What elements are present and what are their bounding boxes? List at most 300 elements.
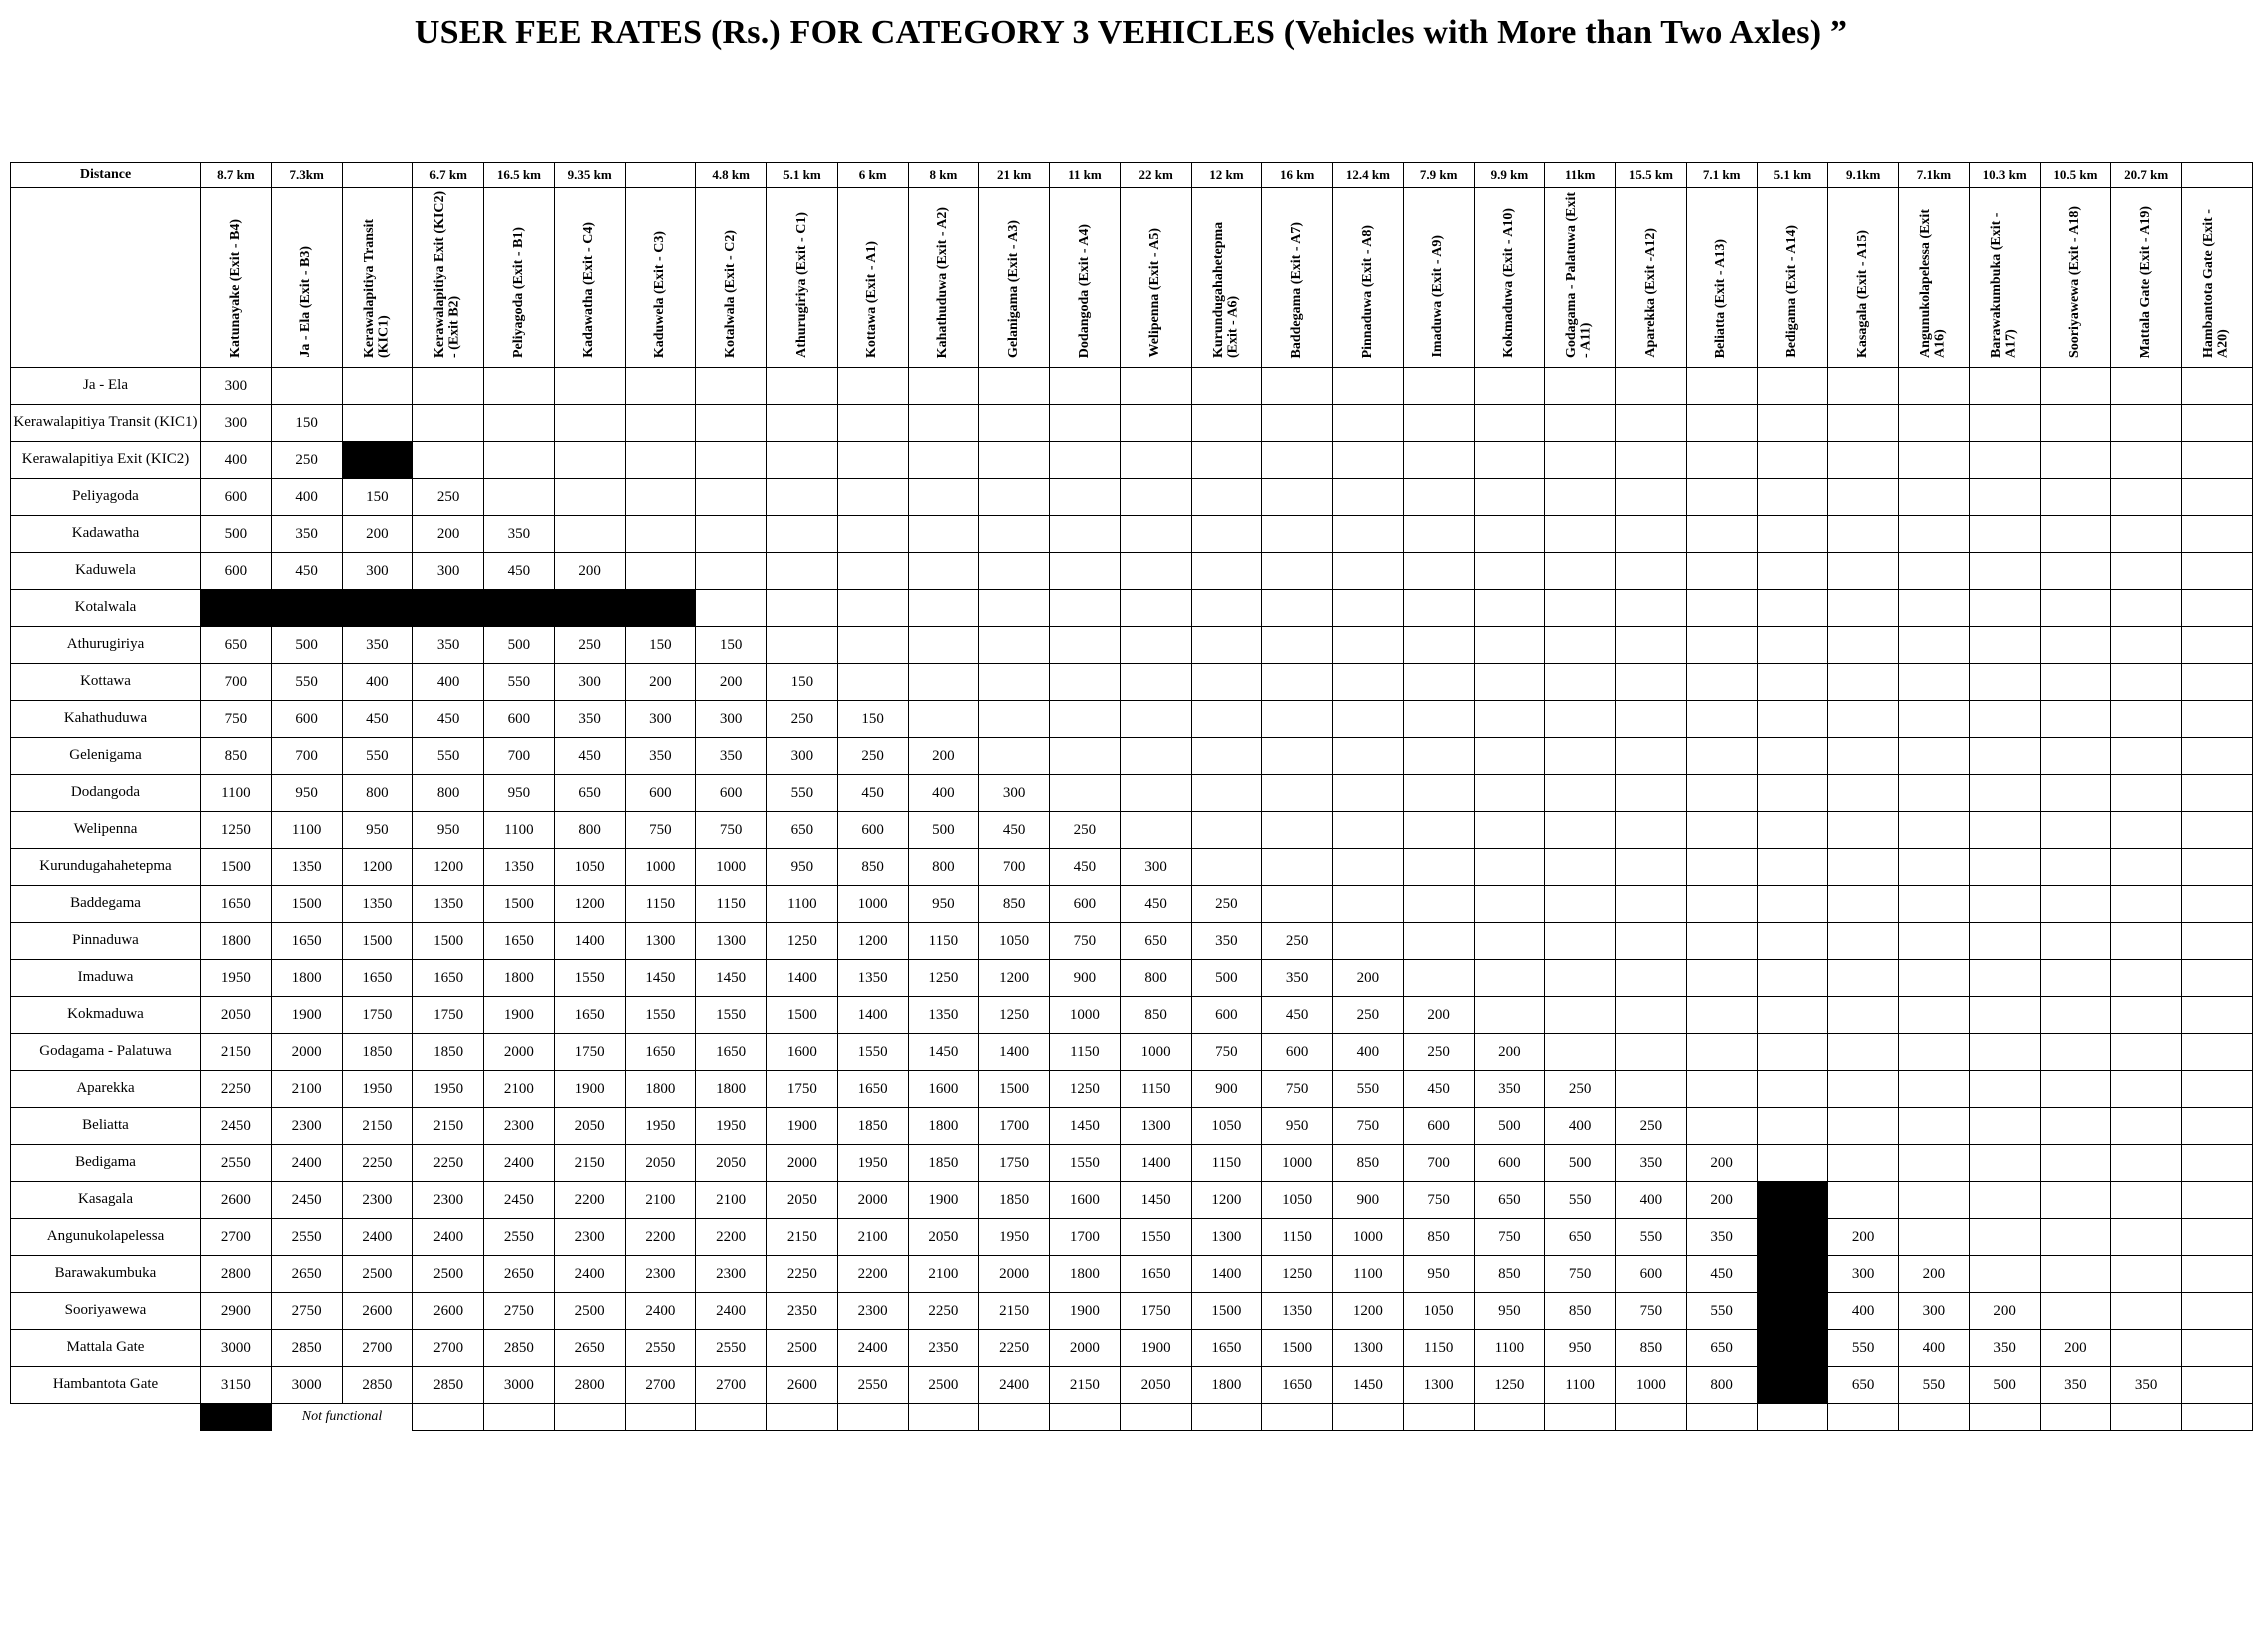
fee-cell: 300 <box>767 738 838 775</box>
fee-cell: 1550 <box>554 960 625 997</box>
fee-cell: 1900 <box>1120 1330 1191 1367</box>
fee-cell: 1200 <box>342 849 413 886</box>
legend-empty-cell <box>2111 1404 2182 1431</box>
legend-empty-cell <box>908 1404 979 1431</box>
fee-cell: 1800 <box>908 1108 979 1145</box>
fee-cell: 2050 <box>767 1182 838 1219</box>
legend-empty-cell <box>1262 1404 1333 1431</box>
empty-cell <box>2182 738 2253 775</box>
blocked-cell <box>342 590 413 627</box>
empty-cell <box>2182 516 2253 553</box>
fee-cell: 1100 <box>484 812 555 849</box>
empty-cell <box>1828 590 1899 627</box>
empty-cell <box>1757 1108 1828 1145</box>
row-label: Mattala Gate <box>11 1330 201 1367</box>
empty-cell <box>837 553 908 590</box>
empty-cell <box>554 516 625 553</box>
empty-cell <box>1333 627 1404 664</box>
empty-cell <box>1969 590 2040 627</box>
fee-cell: 2550 <box>625 1330 696 1367</box>
empty-cell <box>1120 664 1191 701</box>
empty-cell <box>767 442 838 479</box>
empty-cell <box>1828 1182 1899 1219</box>
fee-cell: 650 <box>1120 923 1191 960</box>
fee-cell: 200 <box>1828 1219 1899 1256</box>
fee-cell: 250 <box>271 442 342 479</box>
empty-cell <box>767 479 838 516</box>
fee-cell: 450 <box>1120 886 1191 923</box>
fee-cell: 2300 <box>271 1108 342 1145</box>
fee-cell: 550 <box>342 738 413 775</box>
column-header-label: Pinnaduwa (Exit - A8) <box>1359 224 1375 358</box>
distance-value: 21 km <box>979 163 1050 188</box>
fee-cell: 450 <box>484 553 555 590</box>
column-header <box>1899 188 1970 368</box>
distance-value: 16.5 km <box>484 163 555 188</box>
fee-table-container <box>10 162 2252 1431</box>
distance-value: 9.35 km <box>554 163 625 188</box>
empty-cell <box>979 664 1050 701</box>
empty-cell <box>1333 886 1404 923</box>
fee-cell: 1350 <box>484 849 555 886</box>
empty-cell <box>1969 1219 2040 1256</box>
empty-cell <box>1828 960 1899 997</box>
column-header <box>1474 188 1545 368</box>
empty-cell <box>1828 1071 1899 1108</box>
empty-cell <box>696 368 767 405</box>
fee-cell: 3000 <box>201 1330 272 1367</box>
empty-cell <box>1899 553 1970 590</box>
fee-cell: 1000 <box>1333 1219 1404 1256</box>
fee-cell: 600 <box>201 553 272 590</box>
distance-value: 4.8 km <box>696 163 767 188</box>
fee-cell: 2400 <box>413 1219 484 1256</box>
fee-cell: 2100 <box>908 1256 979 1293</box>
empty-cell <box>2040 368 2111 405</box>
empty-cell <box>2111 960 2182 997</box>
empty-cell <box>2182 812 2253 849</box>
fee-cell: 2300 <box>696 1256 767 1293</box>
fee-cell: 750 <box>1333 1108 1404 1145</box>
empty-cell <box>625 479 696 516</box>
empty-cell <box>1262 442 1333 479</box>
empty-cell <box>1616 1034 1687 1071</box>
blocked-cell <box>1757 1219 1828 1256</box>
empty-cell <box>1616 738 1687 775</box>
fee-cell: 1750 <box>979 1145 1050 1182</box>
empty-cell <box>1616 923 1687 960</box>
empty-cell <box>1757 701 1828 738</box>
empty-cell <box>1686 553 1757 590</box>
fee-cell: 600 <box>1616 1256 1687 1293</box>
fee-cell: 950 <box>484 775 555 812</box>
empty-cell <box>2182 664 2253 701</box>
row-label: Godagama - Palatuwa <box>11 1034 201 1071</box>
fee-cell: 1900 <box>767 1108 838 1145</box>
distance-value: 9.1km <box>1828 163 1899 188</box>
fee-cell: 200 <box>1403 997 1474 1034</box>
empty-cell <box>342 368 413 405</box>
row-label: Kasagala <box>11 1182 201 1219</box>
fee-cell: 1800 <box>484 960 555 997</box>
empty-cell <box>1403 553 1474 590</box>
empty-cell <box>2111 1071 2182 1108</box>
distance-value: 8.7 km <box>201 163 272 188</box>
empty-cell <box>1403 516 1474 553</box>
fee-cell: 2050 <box>1120 1367 1191 1404</box>
empty-cell <box>1333 812 1404 849</box>
empty-cell <box>2111 1330 2182 1367</box>
fee-cell: 750 <box>201 701 272 738</box>
empty-cell <box>2111 923 2182 960</box>
fee-cell: 400 <box>342 664 413 701</box>
fee-cell: 750 <box>1050 923 1121 960</box>
fee-cell: 2100 <box>837 1219 908 1256</box>
fee-cell: 2500 <box>554 1293 625 1330</box>
fee-cell: 200 <box>2040 1330 2111 1367</box>
fee-cell: 600 <box>696 775 767 812</box>
fee-cell: 550 <box>1333 1071 1404 1108</box>
fee-cell: 500 <box>908 812 979 849</box>
empty-cell <box>1969 849 2040 886</box>
fee-cell: 250 <box>1191 886 1262 923</box>
empty-cell <box>1828 738 1899 775</box>
empty-cell <box>2182 701 2253 738</box>
empty-cell <box>2040 960 2111 997</box>
empty-cell <box>979 738 1050 775</box>
fee-cell: 300 <box>625 701 696 738</box>
fee-cell: 2600 <box>201 1182 272 1219</box>
fee-cell: 550 <box>767 775 838 812</box>
empty-cell <box>1969 997 2040 1034</box>
empty-cell <box>1686 738 1757 775</box>
row-label: Peliyagoda <box>11 479 201 516</box>
empty-cell <box>1120 405 1191 442</box>
empty-cell <box>908 442 979 479</box>
column-header-label: Kadawatha (Exit - C4) <box>581 222 597 358</box>
empty-cell <box>2182 1330 2253 1367</box>
row-label: Kottawa <box>11 664 201 701</box>
table-row <box>11 923 2253 960</box>
empty-cell <box>1828 553 1899 590</box>
fee-cell: 800 <box>1120 960 1191 997</box>
fee-cell: 700 <box>271 738 342 775</box>
fee-cell: 650 <box>1686 1330 1757 1367</box>
fee-cell: 2200 <box>696 1219 767 1256</box>
fee-cell: 2450 <box>484 1182 555 1219</box>
empty-cell <box>1545 923 1616 960</box>
empty-cell <box>908 368 979 405</box>
empty-cell <box>625 516 696 553</box>
blocked-cell <box>271 590 342 627</box>
empty-cell <box>2040 738 2111 775</box>
empty-cell <box>1899 664 1970 701</box>
empty-cell <box>1899 960 1970 997</box>
fee-cell: 450 <box>1686 1256 1757 1293</box>
fee-cell: 2300 <box>837 1293 908 1330</box>
empty-cell <box>413 368 484 405</box>
fee-cell: 1900 <box>271 997 342 1034</box>
fee-cell: 2050 <box>625 1145 696 1182</box>
column-header-label: Kottawa (Exit - A1) <box>864 240 880 358</box>
fee-cell: 1450 <box>625 960 696 997</box>
fee-cell: 300 <box>696 701 767 738</box>
empty-cell <box>2111 1034 2182 1071</box>
empty-cell <box>1262 664 1333 701</box>
fee-cell: 150 <box>625 627 696 664</box>
fee-cell: 1400 <box>767 960 838 997</box>
distance-value: 8 km <box>908 163 979 188</box>
column-header-label: Mattala Gate (Exit - A19) <box>2137 205 2153 358</box>
fee-cell: 2400 <box>554 1256 625 1293</box>
blocked-cell <box>1757 1256 1828 1293</box>
fee-cell: 250 <box>1545 1071 1616 1108</box>
distance-value <box>342 163 413 188</box>
empty-cell <box>1545 516 1616 553</box>
fee-cell: 400 <box>271 479 342 516</box>
fee-cell: 2800 <box>201 1256 272 1293</box>
empty-cell <box>1828 1108 1899 1145</box>
fee-cell: 1750 <box>554 1034 625 1071</box>
fee-cell: 1650 <box>484 923 555 960</box>
empty-cell <box>1050 479 1121 516</box>
empty-cell <box>1828 405 1899 442</box>
fee-cell: 1100 <box>767 886 838 923</box>
empty-cell <box>1120 701 1191 738</box>
row-label: Bedigama <box>11 1145 201 1182</box>
fee-cell: 900 <box>1333 1182 1404 1219</box>
fee-cell: 400 <box>1616 1182 1687 1219</box>
fee-cell: 1450 <box>908 1034 979 1071</box>
legend-empty-cell <box>2040 1404 2111 1431</box>
empty-cell <box>1050 368 1121 405</box>
fee-cell: 650 <box>1474 1182 1545 1219</box>
empty-cell <box>1686 701 1757 738</box>
fee-cell: 950 <box>908 886 979 923</box>
fee-cell: 800 <box>1686 1367 1757 1404</box>
empty-cell <box>1616 516 1687 553</box>
empty-cell <box>1899 1108 1970 1145</box>
fee-cell: 2100 <box>696 1182 767 1219</box>
fee-cell: 1700 <box>979 1108 1050 1145</box>
blocked-cell <box>1757 1182 1828 1219</box>
empty-cell <box>1969 1071 2040 1108</box>
fee-cell: 1700 <box>1050 1219 1121 1256</box>
fee-cell: 1950 <box>342 1071 413 1108</box>
empty-cell <box>1120 479 1191 516</box>
table-row <box>11 886 2253 923</box>
empty-cell <box>1686 960 1757 997</box>
empty-cell <box>1757 516 1828 553</box>
empty-cell <box>1262 590 1333 627</box>
empty-cell <box>1828 923 1899 960</box>
fee-cell: 1000 <box>837 886 908 923</box>
empty-cell <box>1757 886 1828 923</box>
empty-cell <box>1262 516 1333 553</box>
column-header <box>1757 188 1828 368</box>
fee-cell: 600 <box>484 701 555 738</box>
fee-cell: 600 <box>1191 997 1262 1034</box>
empty-cell <box>2040 1182 2111 1219</box>
fee-cell: 350 <box>413 627 484 664</box>
fee-cell: 300 <box>342 553 413 590</box>
fee-cell: 1050 <box>979 923 1050 960</box>
fee-cell: 1000 <box>1050 997 1121 1034</box>
fee-cell: 1400 <box>979 1034 1050 1071</box>
legend-empty-cell <box>1050 1404 1121 1431</box>
fee-cell: 2200 <box>625 1219 696 1256</box>
fee-cell: 200 <box>342 516 413 553</box>
empty-cell <box>1050 775 1121 812</box>
empty-cell <box>1969 1108 2040 1145</box>
legend-spacer <box>11 1404 201 1431</box>
empty-cell <box>1474 442 1545 479</box>
fee-cell: 1100 <box>271 812 342 849</box>
empty-cell <box>1899 1034 1970 1071</box>
empty-cell <box>2040 442 2111 479</box>
fee-cell: 2900 <box>201 1293 272 1330</box>
fee-cell: 350 <box>696 738 767 775</box>
fee-cell: 2000 <box>837 1182 908 1219</box>
empty-cell <box>1545 960 1616 997</box>
empty-cell <box>1616 405 1687 442</box>
empty-cell <box>1191 368 1262 405</box>
fee-cell: 1600 <box>767 1034 838 1071</box>
column-header-label: Peliyagoda (Exit - B1) <box>510 226 526 358</box>
fee-cell: 2000 <box>484 1034 555 1071</box>
row-label: Kokmaduwa <box>11 997 201 1034</box>
column-header <box>979 188 1050 368</box>
column-header-label: Welipenna (Exit - A5) <box>1147 228 1163 358</box>
fee-cell: 500 <box>484 627 555 664</box>
fee-cell: 1300 <box>1333 1330 1404 1367</box>
empty-cell <box>1616 479 1687 516</box>
fee-cell: 950 <box>1474 1293 1545 1330</box>
fee-cell: 250 <box>1050 812 1121 849</box>
fee-cell: 1950 <box>625 1108 696 1145</box>
empty-cell <box>2182 997 2253 1034</box>
fee-cell: 2000 <box>767 1145 838 1182</box>
fee-cell: 1200 <box>1333 1293 1404 1330</box>
empty-cell <box>2111 701 2182 738</box>
empty-cell <box>2182 405 2253 442</box>
empty-cell <box>1191 775 1262 812</box>
table-row <box>11 590 2253 627</box>
empty-cell <box>979 368 1050 405</box>
fee-cell: 400 <box>1828 1293 1899 1330</box>
fee-cell: 450 <box>413 701 484 738</box>
empty-cell <box>1828 516 1899 553</box>
legend-empty-cell <box>1545 1404 1616 1431</box>
fee-cell: 1100 <box>1474 1330 1545 1367</box>
fee-cell: 1300 <box>1403 1367 1474 1404</box>
empty-cell <box>484 442 555 479</box>
fee-cell: 1550 <box>837 1034 908 1071</box>
empty-cell <box>1686 923 1757 960</box>
table-row <box>11 442 2253 479</box>
column-header-label: Beliatta (Exit - A13) <box>1713 238 1729 358</box>
empty-cell <box>1474 849 1545 886</box>
empty-cell <box>1899 442 1970 479</box>
empty-cell <box>1899 738 1970 775</box>
empty-cell <box>1191 849 1262 886</box>
table-row <box>11 1367 2253 1404</box>
empty-cell <box>1120 738 1191 775</box>
fee-cell: 2100 <box>271 1071 342 1108</box>
fee-cell: 1400 <box>1120 1145 1191 1182</box>
empty-cell <box>1403 368 1474 405</box>
row-label: Kaduwela <box>11 553 201 590</box>
empty-cell <box>1757 812 1828 849</box>
empty-cell <box>1899 997 1970 1034</box>
fee-cell: 950 <box>342 812 413 849</box>
fee-cell: 2300 <box>484 1108 555 1145</box>
column-header-label: Barawakumbuka (Exit - A17) <box>1988 212 2019 358</box>
fee-cell: 850 <box>979 886 1050 923</box>
fee-cell: 350 <box>1969 1330 2040 1367</box>
table-row <box>11 368 2253 405</box>
fee-cell: 2450 <box>201 1108 272 1145</box>
empty-cell <box>625 442 696 479</box>
column-header-label: Imaduwa (Exit - A9) <box>1430 235 1446 358</box>
fee-cell: 200 <box>625 664 696 701</box>
empty-cell <box>1969 553 2040 590</box>
fee-cell: 2150 <box>767 1219 838 1256</box>
column-header <box>696 188 767 368</box>
fee-cell: 2700 <box>625 1367 696 1404</box>
empty-cell <box>2040 923 2111 960</box>
fee-cell: 750 <box>696 812 767 849</box>
fee-cell: 1250 <box>979 997 1050 1034</box>
table-row <box>11 553 2253 590</box>
empty-cell <box>2111 553 2182 590</box>
empty-cell <box>1686 627 1757 664</box>
fee-cell: 1500 <box>484 886 555 923</box>
empty-cell <box>1757 368 1828 405</box>
column-header-label: Athurugiriya (Exit - C1) <box>793 212 809 358</box>
fee-cell: 750 <box>1403 1182 1474 1219</box>
empty-cell <box>1616 553 1687 590</box>
empty-cell <box>342 405 413 442</box>
empty-cell <box>1969 1182 2040 1219</box>
empty-cell <box>1474 923 1545 960</box>
empty-cell <box>2111 405 2182 442</box>
fee-cell: 3000 <box>271 1367 342 1404</box>
fee-cell: 1650 <box>1120 1256 1191 1293</box>
fee-cell: 2500 <box>908 1367 979 1404</box>
empty-cell <box>2111 1256 2182 1293</box>
fee-cell: 200 <box>1969 1293 2040 1330</box>
fee-cell: 550 <box>1545 1182 1616 1219</box>
fee-cell: 850 <box>837 849 908 886</box>
column-header <box>413 188 484 368</box>
legend-empty-cell <box>1899 1404 1970 1431</box>
fee-cell: 950 <box>413 812 484 849</box>
empty-cell <box>1686 775 1757 812</box>
empty-cell <box>1616 886 1687 923</box>
fee-cell: 1800 <box>696 1071 767 1108</box>
empty-cell <box>1686 368 1757 405</box>
column-header <box>342 188 413 368</box>
legend-empty-cell <box>1333 1404 1404 1431</box>
fee-cell: 2700 <box>342 1330 413 1367</box>
fee-cell: 1750 <box>1120 1293 1191 1330</box>
fee-cell: 150 <box>837 701 908 738</box>
empty-cell <box>1191 405 1262 442</box>
legend-empty-cell <box>1969 1404 2040 1431</box>
fee-cell: 950 <box>271 775 342 812</box>
fee-cell: 1250 <box>908 960 979 997</box>
